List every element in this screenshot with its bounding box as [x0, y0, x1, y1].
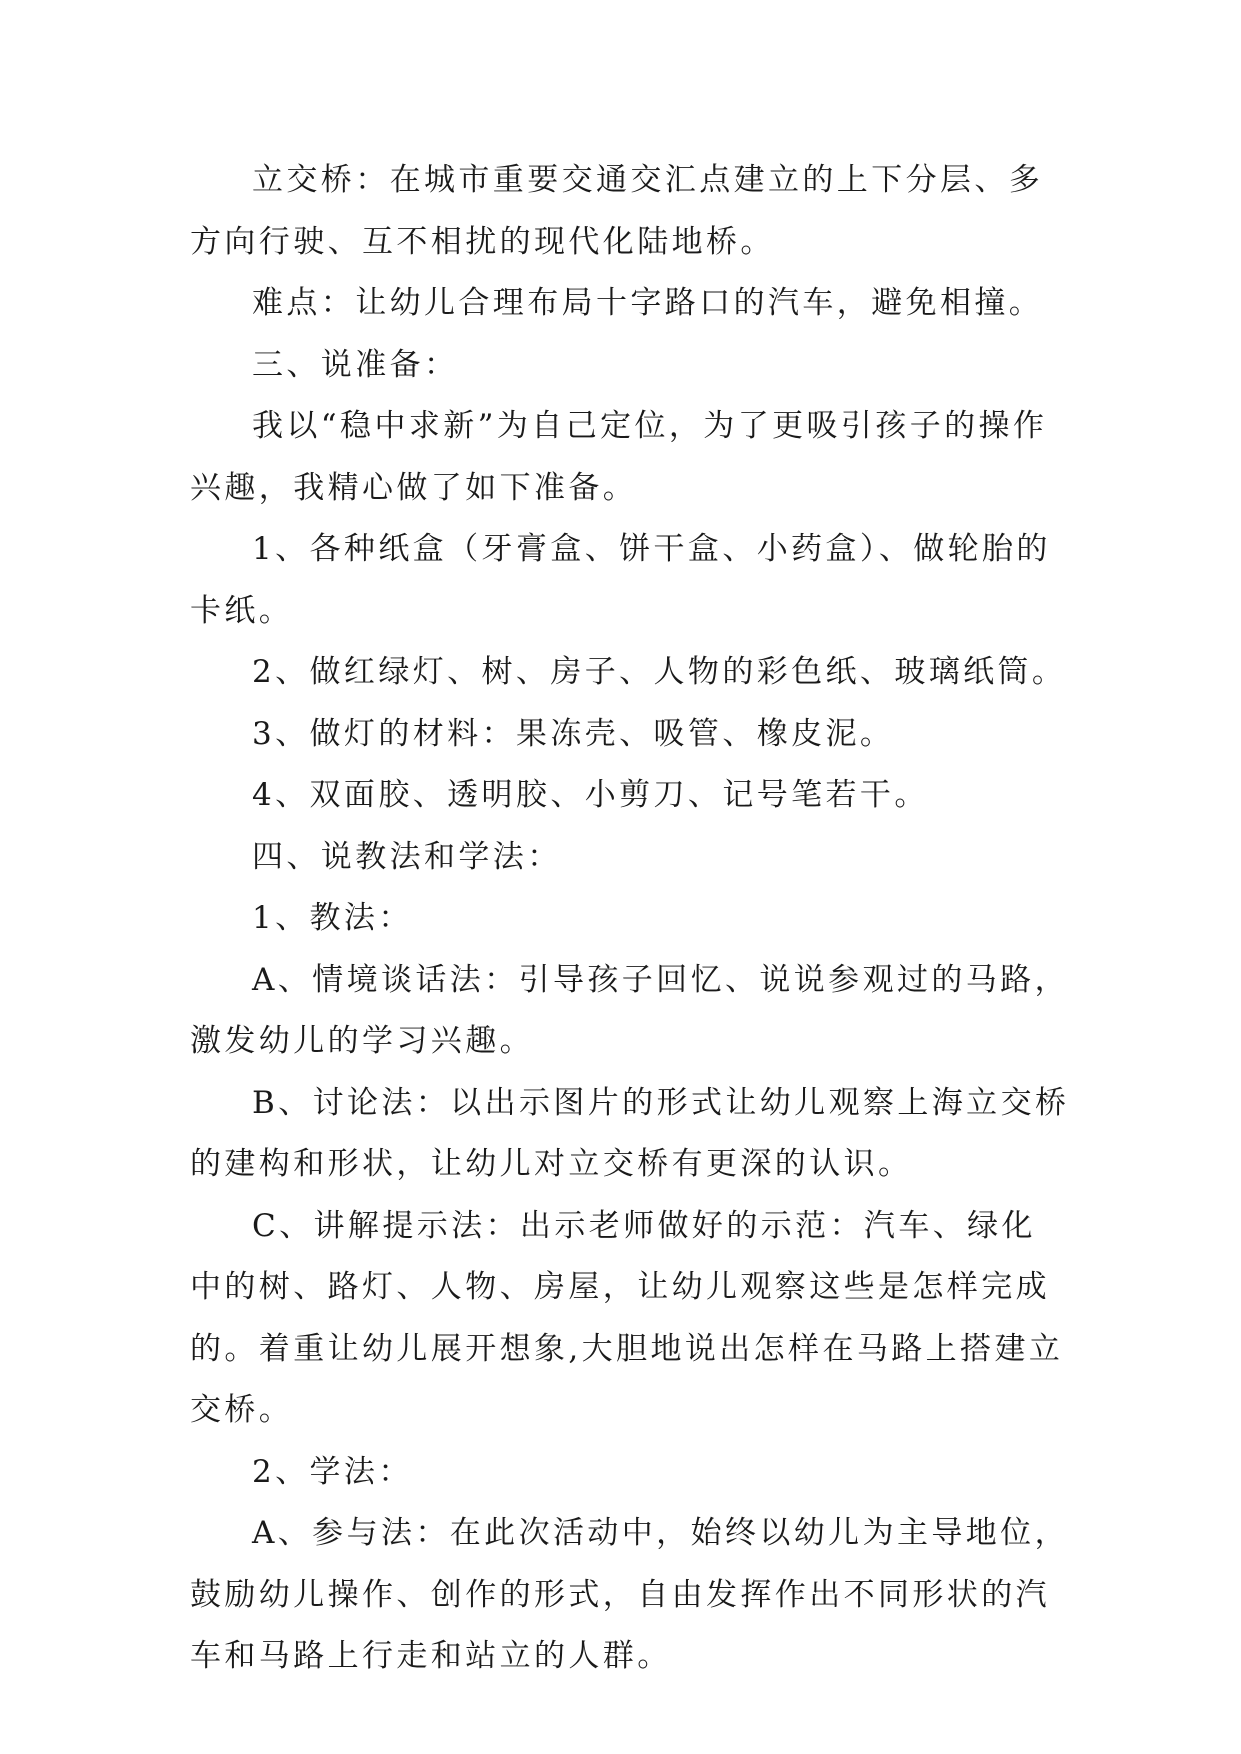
heading-methods: 四、说教法和学法：: [252, 838, 562, 875]
heading-preparation: 三、说准备：: [252, 346, 459, 383]
list-item-prep-2: 2、做红绿灯、树、房子、人物的彩色纸、玻璃纸筒。: [252, 654, 1067, 690]
list-item-prep-3: 3、做灯的材料：果冻壳、吸管、橡皮泥。: [252, 715, 895, 752]
list-item-prep-1: 1、各种纸盒（牙膏盒、饼干盒、小药盒）、做轮胎的卡纸。: [190, 531, 1051, 629]
list-item-prep-4: 4、双面胶、透明胶、小剪刀、记号笔若干。: [252, 777, 929, 813]
paragraph-definition-overpass: 立交桥：在城市重要交通交汇点建立的上下分层、多方向行驶、互不相扰的现代化陆地桥。: [190, 162, 1044, 260]
paragraph-method-a: A、情境谈话法：引导孩子回忆、说说参观过的马路，激发幼儿的学习兴趣。: [190, 961, 1069, 1059]
paragraph-method-b: B、讨论法：以出示图片的形式让幼儿观察上海立交桥的建构和形状，让幼儿对立交桥有更深的认识。: [190, 1084, 1070, 1182]
subheading-learning-methods: 2、学法：: [252, 1453, 413, 1490]
paragraph-difficulty: 难点：让幼儿合理布局十字路口的汽车，避免相撞。: [252, 285, 1044, 321]
paragraph-learning-a: A、参与法：在此次活动中，始终以幼儿为主导地位，鼓励幼儿操作、创作的形式，自由发挥作出不同形状的汽车和马路上行走和站立的人群。: [190, 1515, 1069, 1674]
document-body: [190, 150, 1070, 1688]
subheading-teaching-methods: 1、教法：: [252, 900, 413, 936]
paragraph-method-c: C、讲解提示法：出示老师做好的示范：汽车、绿化中的树、路灯、人物、房屋，让幼儿观察这些是怎样完成的。着重让幼儿展开想象,大胆地说出怎样在马路上搭建立交桥。: [190, 1207, 1064, 1428]
paragraph-preparation-intro: 我以“稳中求新”为自己定位，为了更吸引孩子的操作兴趣，我精心做了如下准备。: [190, 408, 1048, 506]
